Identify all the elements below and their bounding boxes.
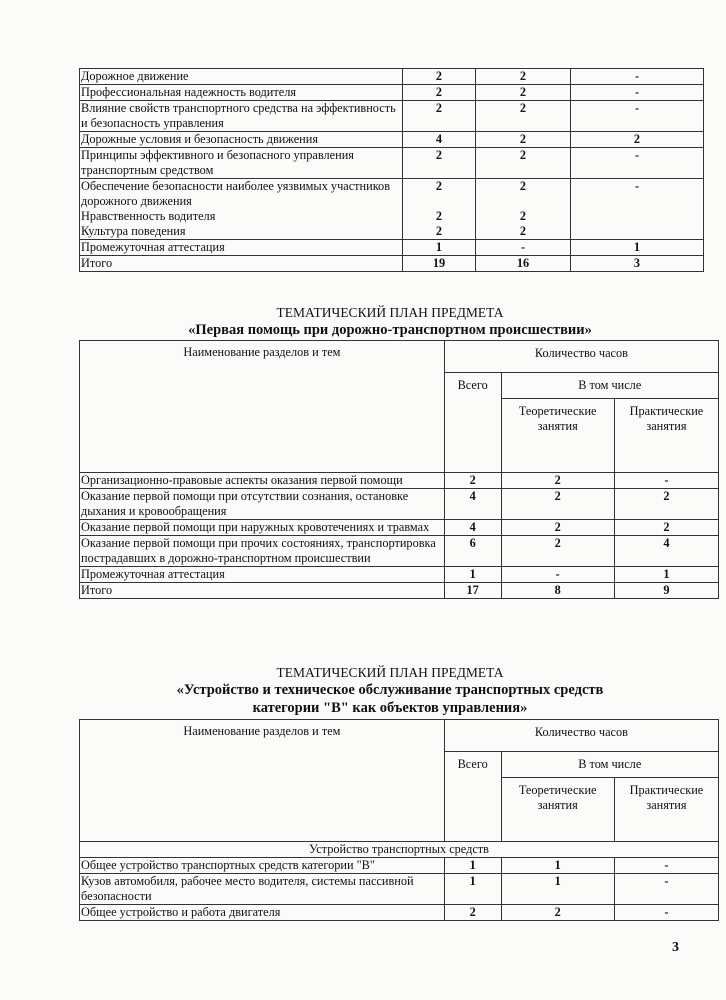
hours-total: 4 (403, 132, 476, 148)
hours-practice: - (571, 101, 704, 132)
table-row-total (80, 256, 704, 272)
topic-name: Промежуточная аттестация (80, 240, 403, 256)
thematic-plan-table (79, 340, 719, 599)
table-row (80, 520, 719, 536)
hours-total: 2 (403, 101, 476, 132)
topic-name: Общее устройство транспортных средств категории "В" (80, 858, 445, 874)
hours-theory: 2 (519, 224, 527, 238)
subject-title: «Первая помощь при дорожно-транспортном происшествии» (188, 322, 592, 338)
table-row (80, 69, 704, 85)
topic-name: Оказание первой помощи при отсутствии сознания, остановке дыхания и кровообращения (80, 489, 445, 520)
hours-practice: - (614, 858, 718, 874)
hours-total: 2 (435, 224, 443, 238)
table-row-total (80, 583, 719, 599)
hours-theory: 2 (476, 101, 571, 132)
topic-name: Нравственность водителя (81, 209, 216, 223)
hours-total: 1 (444, 567, 501, 583)
hours-practice: 1 (614, 567, 718, 583)
hours-practice: 2 (614, 489, 718, 520)
hours-theory: 2 (519, 209, 527, 223)
hours-practice: 2 (614, 520, 718, 536)
table-row (80, 101, 704, 132)
hours-theory: 2 (501, 489, 614, 520)
hours-total: 2 (435, 179, 443, 193)
topic-name: Культура поведения (81, 224, 186, 238)
hours-theory: - (501, 567, 614, 583)
hours-theory: 1 (501, 858, 614, 874)
header-total: Всего (444, 373, 501, 473)
table-row (80, 85, 704, 101)
topic-name: Организационно-правовые аспекты оказания первой помощи (80, 473, 445, 489)
header-practice: Практические занятия (614, 778, 718, 842)
header-including: В том числе (501, 373, 719, 399)
table-row (80, 874, 719, 905)
topic-name: Принципы эффективного и безопасного управления транспортным средством (80, 148, 403, 179)
hours-total: 2 (403, 148, 476, 179)
header-hours: Количество часов (444, 341, 718, 373)
hours-theory: 2 (519, 179, 527, 193)
hours-practice: - (634, 179, 640, 193)
table-row (80, 473, 719, 489)
topic-name: Дорожное движение (80, 69, 403, 85)
hours-theory: 2 (501, 536, 614, 567)
hours-theory: 2 (501, 520, 614, 536)
hours-total: 6 (444, 536, 501, 567)
topic-name: Кузов автомобиля, рабочее место водителя, системы пассивной безопасности (80, 874, 445, 905)
hours-total: 1 (444, 874, 501, 905)
hours-total: 2 (403, 69, 476, 85)
table-row (80, 179, 704, 240)
hours-theory: 2 (476, 148, 571, 179)
hours-theory: 2 (476, 132, 571, 148)
hours-theory: 8 (501, 583, 614, 599)
hours-practice: 4 (614, 536, 718, 567)
hours-theory: 1 (501, 874, 614, 905)
subject-title-line1: «Устройство и техническое обслуживание транспортных средств (176, 682, 604, 698)
table-row (80, 240, 704, 256)
header-theory: Теоретические занятия (501, 399, 614, 473)
page-number: 3 (672, 940, 679, 955)
hours-total: 2 (444, 473, 501, 489)
header-name: Наименование разделов и тем (80, 341, 445, 473)
subject-title-line2: категории "В" как объектов управления» (252, 700, 528, 716)
topic-name: Итого (80, 256, 403, 272)
header-total: Всего (444, 752, 501, 842)
hours-total: 2 (435, 209, 443, 223)
hours-practice: 1 (571, 240, 704, 256)
hours-practice: 3 (571, 256, 704, 272)
hours-practice: - (614, 874, 718, 905)
hours-theory: - (476, 240, 571, 256)
hours-practice: - (571, 148, 704, 179)
hours-total: 17 (444, 583, 501, 599)
hours-total: 2 (403, 85, 476, 101)
table-row (80, 567, 719, 583)
hours-practice: 2 (571, 132, 704, 148)
hours-theory: 16 (476, 256, 571, 272)
topic-name: Промежуточная аттестация (80, 567, 445, 583)
header-hours: Количество часов (444, 720, 718, 752)
section-heading: ТЕМАТИЧЕСКИЙ ПЛАН ПРЕДМЕТА (276, 305, 504, 320)
hours-theory: 2 (476, 85, 571, 101)
header-name: Наименование разделов и тем (80, 720, 445, 842)
thematic-plan-table (79, 719, 719, 921)
hours-theory: 2 (476, 69, 571, 85)
topic-name: Общее устройство и работа двигателя (80, 905, 445, 921)
table-row (80, 148, 704, 179)
topic-name: Влияние свойств транспортного средства на эффективность и безопасность управления (80, 101, 403, 132)
header-theory: Теоретические занятия (501, 778, 614, 842)
hours-total: 1 (444, 858, 501, 874)
table-continuation (79, 68, 704, 272)
hours-total: 19 (403, 256, 476, 272)
hours-practice: - (614, 473, 718, 489)
hours-total: 4 (444, 520, 501, 536)
hours-practice: - (614, 905, 718, 921)
table-row (80, 536, 719, 567)
section-heading: ТЕМАТИЧЕСКИЙ ПЛАН ПРЕДМЕТА (276, 665, 504, 680)
table-row (80, 489, 719, 520)
topic-name: Оказание первой помощи при прочих состояниях, транспортировка пострадавших в дорожно-транспортном происшествии (80, 536, 445, 567)
hours-total: 2 (444, 905, 501, 921)
hours-theory: 2 (501, 905, 614, 921)
topic-name: Оказание первой помощи при наружных кровотечениях и травмах (80, 520, 445, 536)
topic-name: Дорожные условия и безопасность движения (80, 132, 403, 148)
hours-practice: - (571, 85, 704, 101)
topic-name: Обеспечение безопасности наиболее уязвимых участников дорожного движения (81, 179, 391, 208)
table-row (80, 132, 704, 148)
table-row (80, 858, 719, 874)
group-title: Устройство транспортных средств (80, 842, 719, 858)
table-row (80, 905, 719, 921)
hours-total: 1 (403, 240, 476, 256)
header-including: В том числе (501, 752, 719, 778)
topic-name: Итого (80, 583, 445, 599)
hours-practice: - (571, 69, 704, 85)
topic-name: Профессиональная надежность водителя (80, 85, 403, 101)
hours-total: 4 (444, 489, 501, 520)
hours-theory: 2 (501, 473, 614, 489)
hours-practice: 9 (614, 583, 718, 599)
group-row (80, 842, 719, 858)
header-practice: Практические занятия (614, 399, 718, 473)
